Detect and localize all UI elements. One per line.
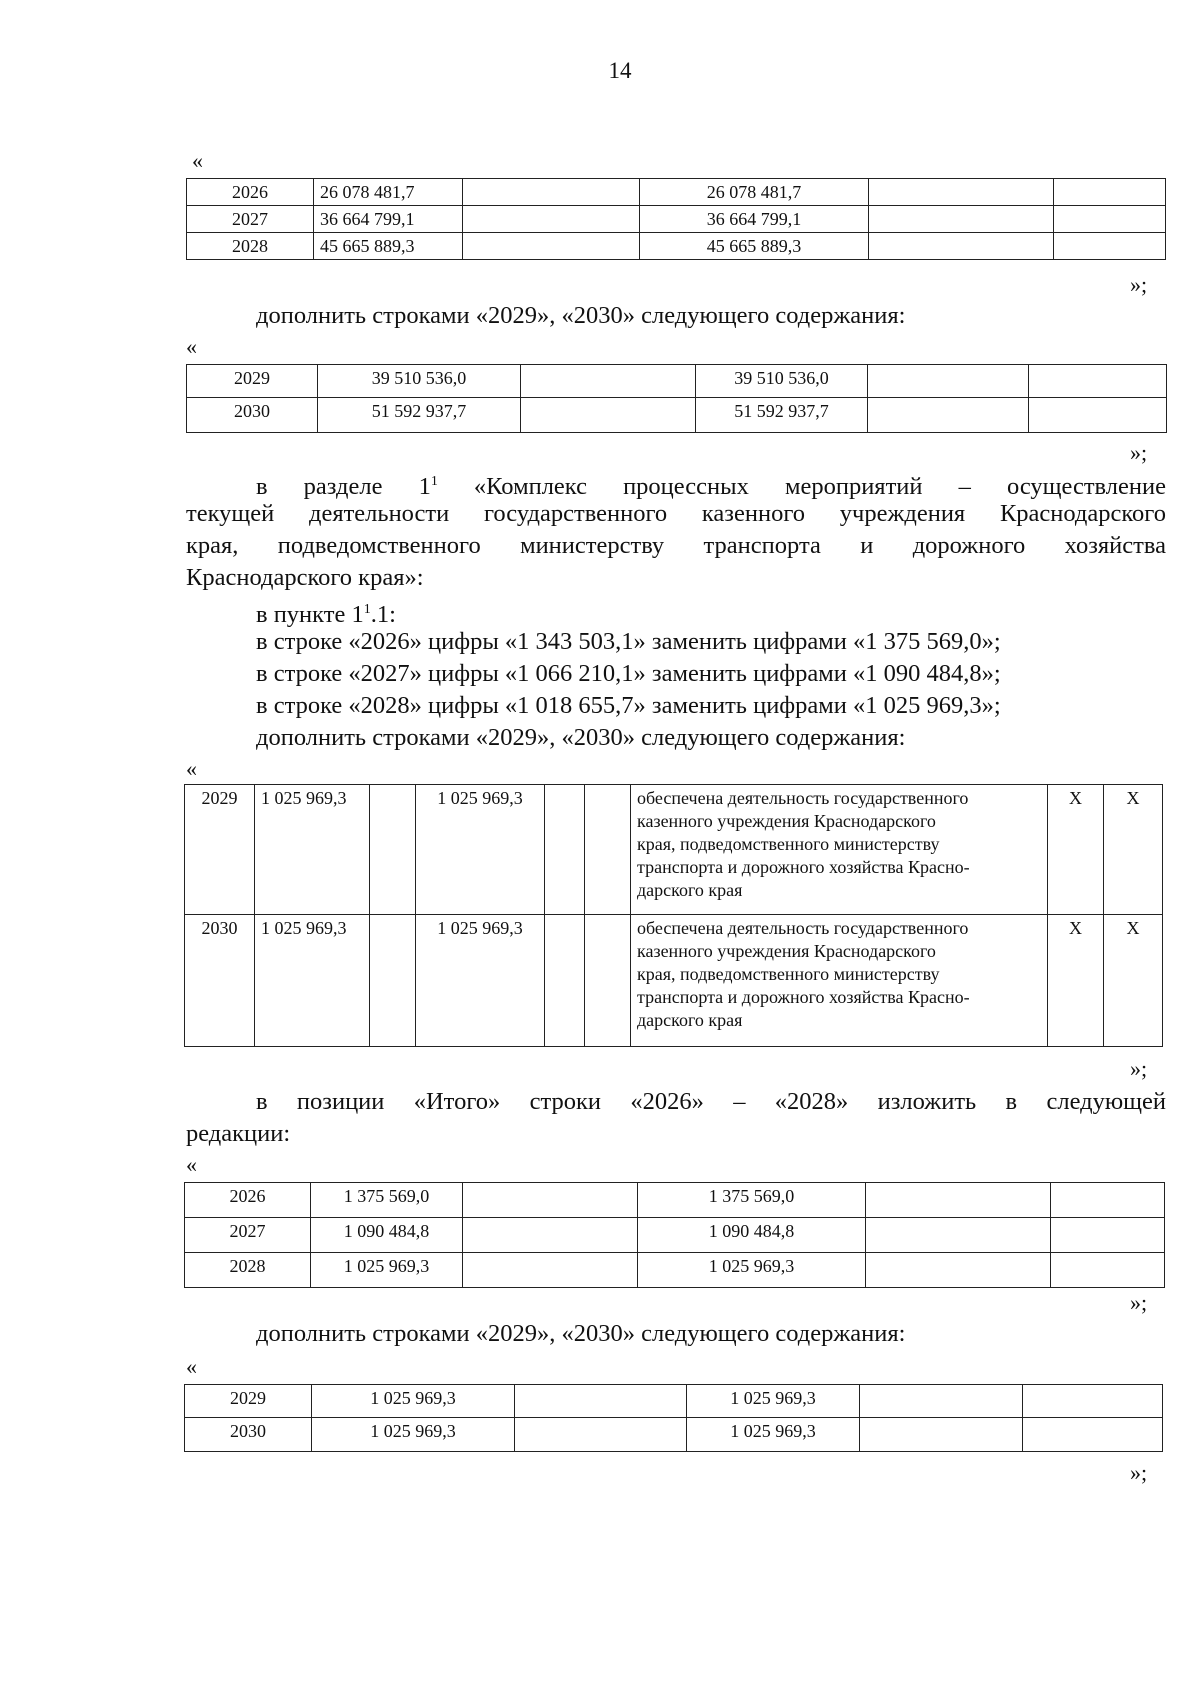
- description-line: края, подведомственного министерству: [637, 964, 940, 984]
- table-row: [185, 1218, 1165, 1253]
- empty-cell: [585, 915, 631, 1047]
- description-cell: [631, 785, 1048, 915]
- table-itogo-2029-2030: [184, 1384, 1163, 1452]
- description-line: обеспечена деятельность государственного: [637, 788, 969, 808]
- value-cell: 1 025 969,3: [255, 915, 370, 1047]
- empty-cell: [866, 1253, 1051, 1288]
- table-row: [185, 1253, 1165, 1288]
- year-cell: 2030: [185, 915, 255, 1047]
- section-text-before: в разделе 1: [256, 473, 431, 501]
- table-itogo-2026-2028: [184, 1182, 1165, 1288]
- x-mark-cell: Х: [1048, 785, 1104, 915]
- value-cell: 1 025 969,3: [687, 1385, 860, 1418]
- section-text-after: «Комплекс процессных мероприятий – осуществление: [437, 473, 1166, 501]
- year-cell: 2027: [185, 1218, 311, 1253]
- add-rows-paragraph: дополнить строками «2029», «2030» следующего содержания:: [256, 724, 906, 751]
- empty-cell: [515, 1418, 687, 1452]
- empty-cell: [860, 1418, 1023, 1452]
- empty-cell: [1054, 179, 1166, 206]
- section-paragraph-line-3: края, подведомственного министерству транспорта и дорожного хозяйства: [186, 532, 1166, 559]
- empty-cell: [866, 1218, 1051, 1253]
- empty-cell: [869, 233, 1054, 260]
- empty-cell: [463, 179, 640, 206]
- add-rows-paragraph: дополнить строками «2029», «2030» следующего содержания:: [256, 1320, 906, 1347]
- x-mark-cell: Х: [1104, 915, 1163, 1047]
- table-row: [185, 785, 1163, 915]
- table-row: [185, 915, 1163, 1047]
- empty-cell: [521, 365, 696, 398]
- value-cell: 39 510 536,0: [696, 365, 868, 398]
- empty-cell: [545, 915, 585, 1047]
- itogo-paragraph-line-1: в позиции «Итого» строки «2026» – «2028» изложить в следующей: [256, 1088, 1166, 1115]
- value-cell: 1 090 484,8: [638, 1218, 866, 1253]
- close-quote: »;: [1130, 1290, 1148, 1315]
- description-line: казенного учреждения Краснодарского: [637, 811, 936, 831]
- open-quote: «: [186, 1152, 197, 1177]
- year-cell: 2026: [187, 179, 314, 206]
- empty-cell: [521, 398, 696, 433]
- close-quote: »;: [1130, 440, 1148, 465]
- x-mark-cell: Х: [1048, 915, 1104, 1047]
- close-quote: »;: [1130, 1460, 1148, 1485]
- value-cell: 1 375 569,0: [638, 1183, 866, 1218]
- replace-line: в строке «2026» цифры «1 343 503,1» заменить цифрами «1 375 569,0»;: [256, 628, 1001, 655]
- year-cell: 2029: [185, 785, 255, 915]
- value-cell: 36 664 799,1: [640, 206, 869, 233]
- description-cell: [631, 915, 1048, 1047]
- empty-cell: [868, 365, 1029, 398]
- value-cell: 39 510 536,0: [318, 365, 521, 398]
- table-row: [187, 365, 1167, 398]
- empty-cell: [868, 398, 1029, 433]
- table-row: [187, 398, 1167, 433]
- year-cell: 2030: [185, 1418, 312, 1452]
- value-cell: 1 025 969,3: [312, 1385, 515, 1418]
- section-paragraph-line-2: текущей деятельности государственного казенного учреждения Краснодарского: [186, 500, 1166, 527]
- empty-cell: [463, 1183, 638, 1218]
- open-quote: «: [186, 756, 197, 781]
- empty-cell: [545, 785, 585, 915]
- value-cell: 1 025 969,3: [311, 1253, 463, 1288]
- empty-cell: [1029, 398, 1167, 433]
- table-row: [185, 1385, 1163, 1418]
- value-cell: 1 025 969,3: [638, 1253, 866, 1288]
- value-cell: 45 665 889,3: [314, 233, 463, 260]
- year-cell: 2027: [187, 206, 314, 233]
- empty-cell: [370, 785, 416, 915]
- close-quote: »;: [1130, 272, 1148, 297]
- section-superscript: 1: [430, 474, 438, 489]
- year-cell: 2029: [185, 1385, 312, 1418]
- empty-cell: [1054, 233, 1166, 260]
- add-rows-paragraph: дополнить строками «2029», «2030» следующего содержания:: [256, 302, 906, 329]
- point-text-after: .1:: [370, 601, 396, 629]
- value-cell: 1 025 969,3: [255, 785, 370, 915]
- description-line: дарского края: [637, 880, 743, 900]
- table-2029-2030-activities: [184, 784, 1163, 1047]
- empty-cell: [1029, 365, 1167, 398]
- empty-cell: [463, 206, 640, 233]
- empty-cell: [1023, 1385, 1163, 1418]
- value-cell: 1 025 969,3: [416, 915, 545, 1047]
- empty-cell: [370, 915, 416, 1047]
- year-cell: 2030: [187, 398, 318, 433]
- empty-cell: [860, 1385, 1023, 1418]
- description-line: казенного учреждения Краснодарского: [637, 941, 936, 961]
- value-cell: 1 025 969,3: [312, 1418, 515, 1452]
- empty-cell: [515, 1385, 687, 1418]
- empty-cell: [1023, 1418, 1163, 1452]
- close-quote: »;: [1130, 1056, 1148, 1081]
- empty-cell: [1051, 1253, 1165, 1288]
- year-cell: 2028: [187, 233, 314, 260]
- open-quote: «: [186, 334, 197, 359]
- value-cell: 36 664 799,1: [314, 206, 463, 233]
- empty-cell: [1051, 1183, 1165, 1218]
- table-row: [187, 206, 1166, 233]
- empty-cell: [1054, 206, 1166, 233]
- point-superscript: 1: [363, 602, 371, 617]
- description-line: края, подведомственного министерству: [637, 834, 940, 854]
- x-mark-cell: Х: [1104, 785, 1163, 915]
- year-cell: 2026: [185, 1183, 311, 1218]
- page-number: 14: [608, 58, 632, 83]
- value-cell: 1 375 569,0: [311, 1183, 463, 1218]
- open-quote: «: [186, 1354, 197, 1379]
- empty-cell: [1051, 1218, 1165, 1253]
- point-text-before: в пункте 1: [256, 601, 364, 629]
- itogo-paragraph-line-2: редакции:: [186, 1120, 291, 1147]
- empty-cell: [585, 785, 631, 915]
- replace-line: в строке «2028» цифры «1 018 655,7» заменить цифрами «1 025 969,3»;: [256, 692, 1001, 719]
- value-cell: 26 078 481,7: [640, 179, 869, 206]
- description-line: транспорта и дорожного хозяйства Красно-: [637, 857, 970, 877]
- value-cell: 1 025 969,3: [416, 785, 545, 915]
- value-cell: 1 025 969,3: [687, 1418, 860, 1452]
- table-row: [187, 179, 1166, 206]
- table-2026-2028-main: [186, 178, 1166, 260]
- value-cell: 1 090 484,8: [311, 1218, 463, 1253]
- empty-cell: [869, 206, 1054, 233]
- value-cell: 26 078 481,7: [314, 179, 463, 206]
- table-row: [185, 1418, 1163, 1452]
- description-line: транспорта и дорожного хозяйства Красно-: [637, 987, 970, 1007]
- value-cell: 51 592 937,7: [696, 398, 868, 433]
- year-cell: 2029: [187, 365, 318, 398]
- empty-cell: [463, 1253, 638, 1288]
- empty-cell: [463, 1218, 638, 1253]
- description-line: обеспечена деятельность государственного: [637, 918, 969, 938]
- replace-line: в строке «2027» цифры «1 066 210,1» заменить цифрами «1 090 484,8»;: [256, 660, 1001, 687]
- empty-cell: [463, 233, 640, 260]
- table-row: [185, 1183, 1165, 1218]
- value-cell: 51 592 937,7: [318, 398, 521, 433]
- empty-cell: [866, 1183, 1051, 1218]
- section-paragraph-line-4: Краснодарского края»:: [186, 564, 424, 591]
- value-cell: 45 665 889,3: [640, 233, 869, 260]
- table-2029-2030-main: [186, 364, 1167, 433]
- open-quote: «: [192, 148, 203, 173]
- description-line: дарского края: [637, 1010, 743, 1030]
- year-cell: 2028: [185, 1253, 311, 1288]
- table-row: [187, 233, 1166, 260]
- empty-cell: [869, 179, 1054, 206]
